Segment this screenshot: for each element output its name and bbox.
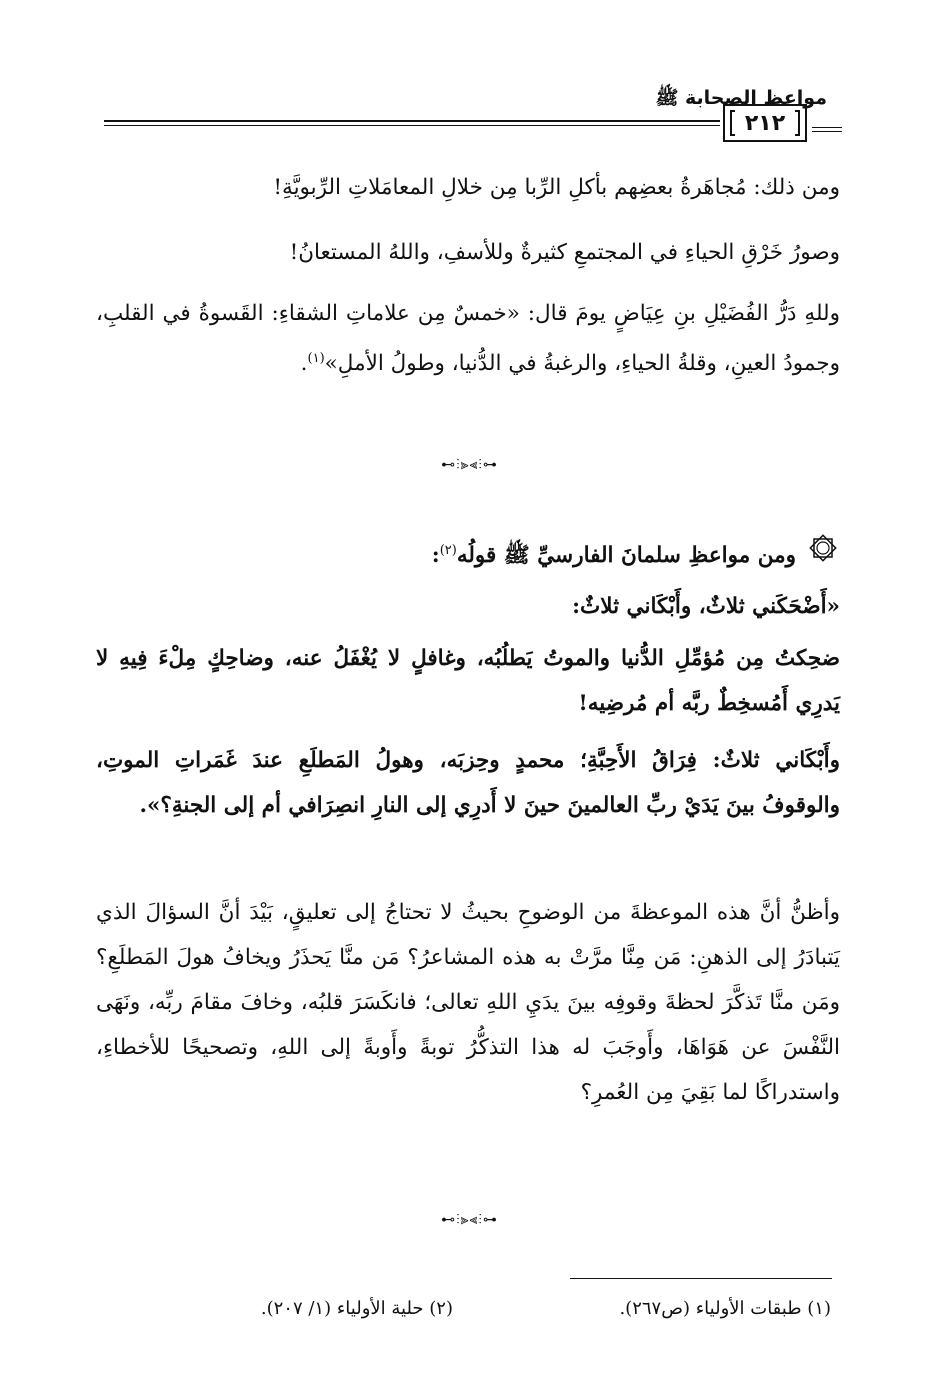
paragraph-7: وأَبْكَاني ثلاثٌ: فِرَاقُ الأَحِبَّةِ؛ محمدٍ وحِزبَه، وهولُ المَطلَعِ عندَ غَمَراتِ الموتِ، والوقوفُ بينَ يَدَيْ ربِّ العالمينَ حينَ لا أَدرِي إلى النارِ انصِرَافي أم إلى الجنةِ؟». bbox=[96, 748, 840, 818]
paragraph-3: وللهِ دَرُّ الفُضَيْلِ بنِ عِيَاضٍ يومَ قال: «خمسٌ مِن علاماتِ الشقاءِ: القَسوةُ في القلبِ، وجمودُ العينِ، وقلةُ الحياءِ، والرغبةُ في الدُّنيا، وطولُ الأملِ»$^{(١)}$. bbox=[96, 301, 840, 377]
paragraph-8: وأظنُّ أنَّ هذه الموعظةَ من الوضوحِ بحيثُ لا تحتاجُ إلى تعليقٍ، بَيْدَ أنَّ السؤالَ الذي يَتبادَرُ إلى الذهنِ: مَن مِنَّا مرَّتْ به هذه المشاعرُ؟ مَن منَّا يَحذَرُ ويخافُ هولَ المَطلَعِ؟ ومَن منَّا تَذكَّرَ لحظةَ وقوفِه بينَ يدَيِ اللهِ تعالى؛ فانكَسَرَ قلبُه، وخافَ مقامَ ربِّه، ونَهَى النَّفْسَ عن هَوَاهَا، وأَوجَبَ له هذا التذكُّرُ توبةً وأَوبةً إلى اللهِ، وتصحيحًا للأخطاءِ، واستدراكًا لما بَقِيَ مِن العُمرِ؟ bbox=[96, 900, 840, 1105]
paragraph-2: وصورُ خَرْقِ الحياءِ في المجتمعِ كثيرةٌ وللأسفِ، واللهُ المستعانُ! bbox=[289, 240, 840, 265]
paragraph-5: «أَضْحَكَني ثلاثٌ، وأَبْكَاني ثلاثٌ: bbox=[572, 594, 840, 619]
paragraph-6: ضحِكتُ مِن مُؤمِّلِ الدُّنيا والموتُ يَطلُبُه، وغافلٍ لا يُغْفَلُ عنه، وضاحِكٍ مِلْءَ فِيهِ لا يَدرِي أَمُسخِطٌ ربَّه أم مُرضِيه! bbox=[96, 646, 840, 716]
header-rule bbox=[104, 120, 720, 129]
section-divider-ornament: ⊷⫶⫸⫷⫶⊶ bbox=[441, 457, 498, 473]
footnote-rule bbox=[570, 1278, 832, 1279]
footnote-ref-2: (٢) bbox=[439, 543, 457, 558]
section-end-ornament: ⊷⫶⫸⫷⫶⊶ bbox=[441, 1212, 498, 1228]
footnote-1: (١) طبقات الأولياء (ص٢٦٧). bbox=[619, 1298, 831, 1319]
page-number-box bbox=[723, 104, 807, 142]
footnote-ref-1: (١) bbox=[307, 351, 325, 366]
running-header-title: مواعظ الصحابة ﷺ bbox=[655, 87, 827, 109]
paragraph-1: ومن ذلك: مُجاهَرةُ بعضِهم بأكلِ الرِّبا مِن خلالِ المعامَلاتِ الرِّبويَّةِ! bbox=[273, 175, 840, 200]
header-rule-tail bbox=[812, 127, 842, 135]
star-bullet-icon bbox=[808, 533, 838, 563]
paragraph-4: ومن مواعظِ سلمانَ الفارسيِّ ﷺ قولُه$^{(٢)}$: bbox=[431, 543, 796, 569]
footnote-2: (٢) حلية الأولياء (١/ ٢٠٧). bbox=[260, 1298, 453, 1319]
page-number: ٢١٢ bbox=[744, 110, 786, 136]
